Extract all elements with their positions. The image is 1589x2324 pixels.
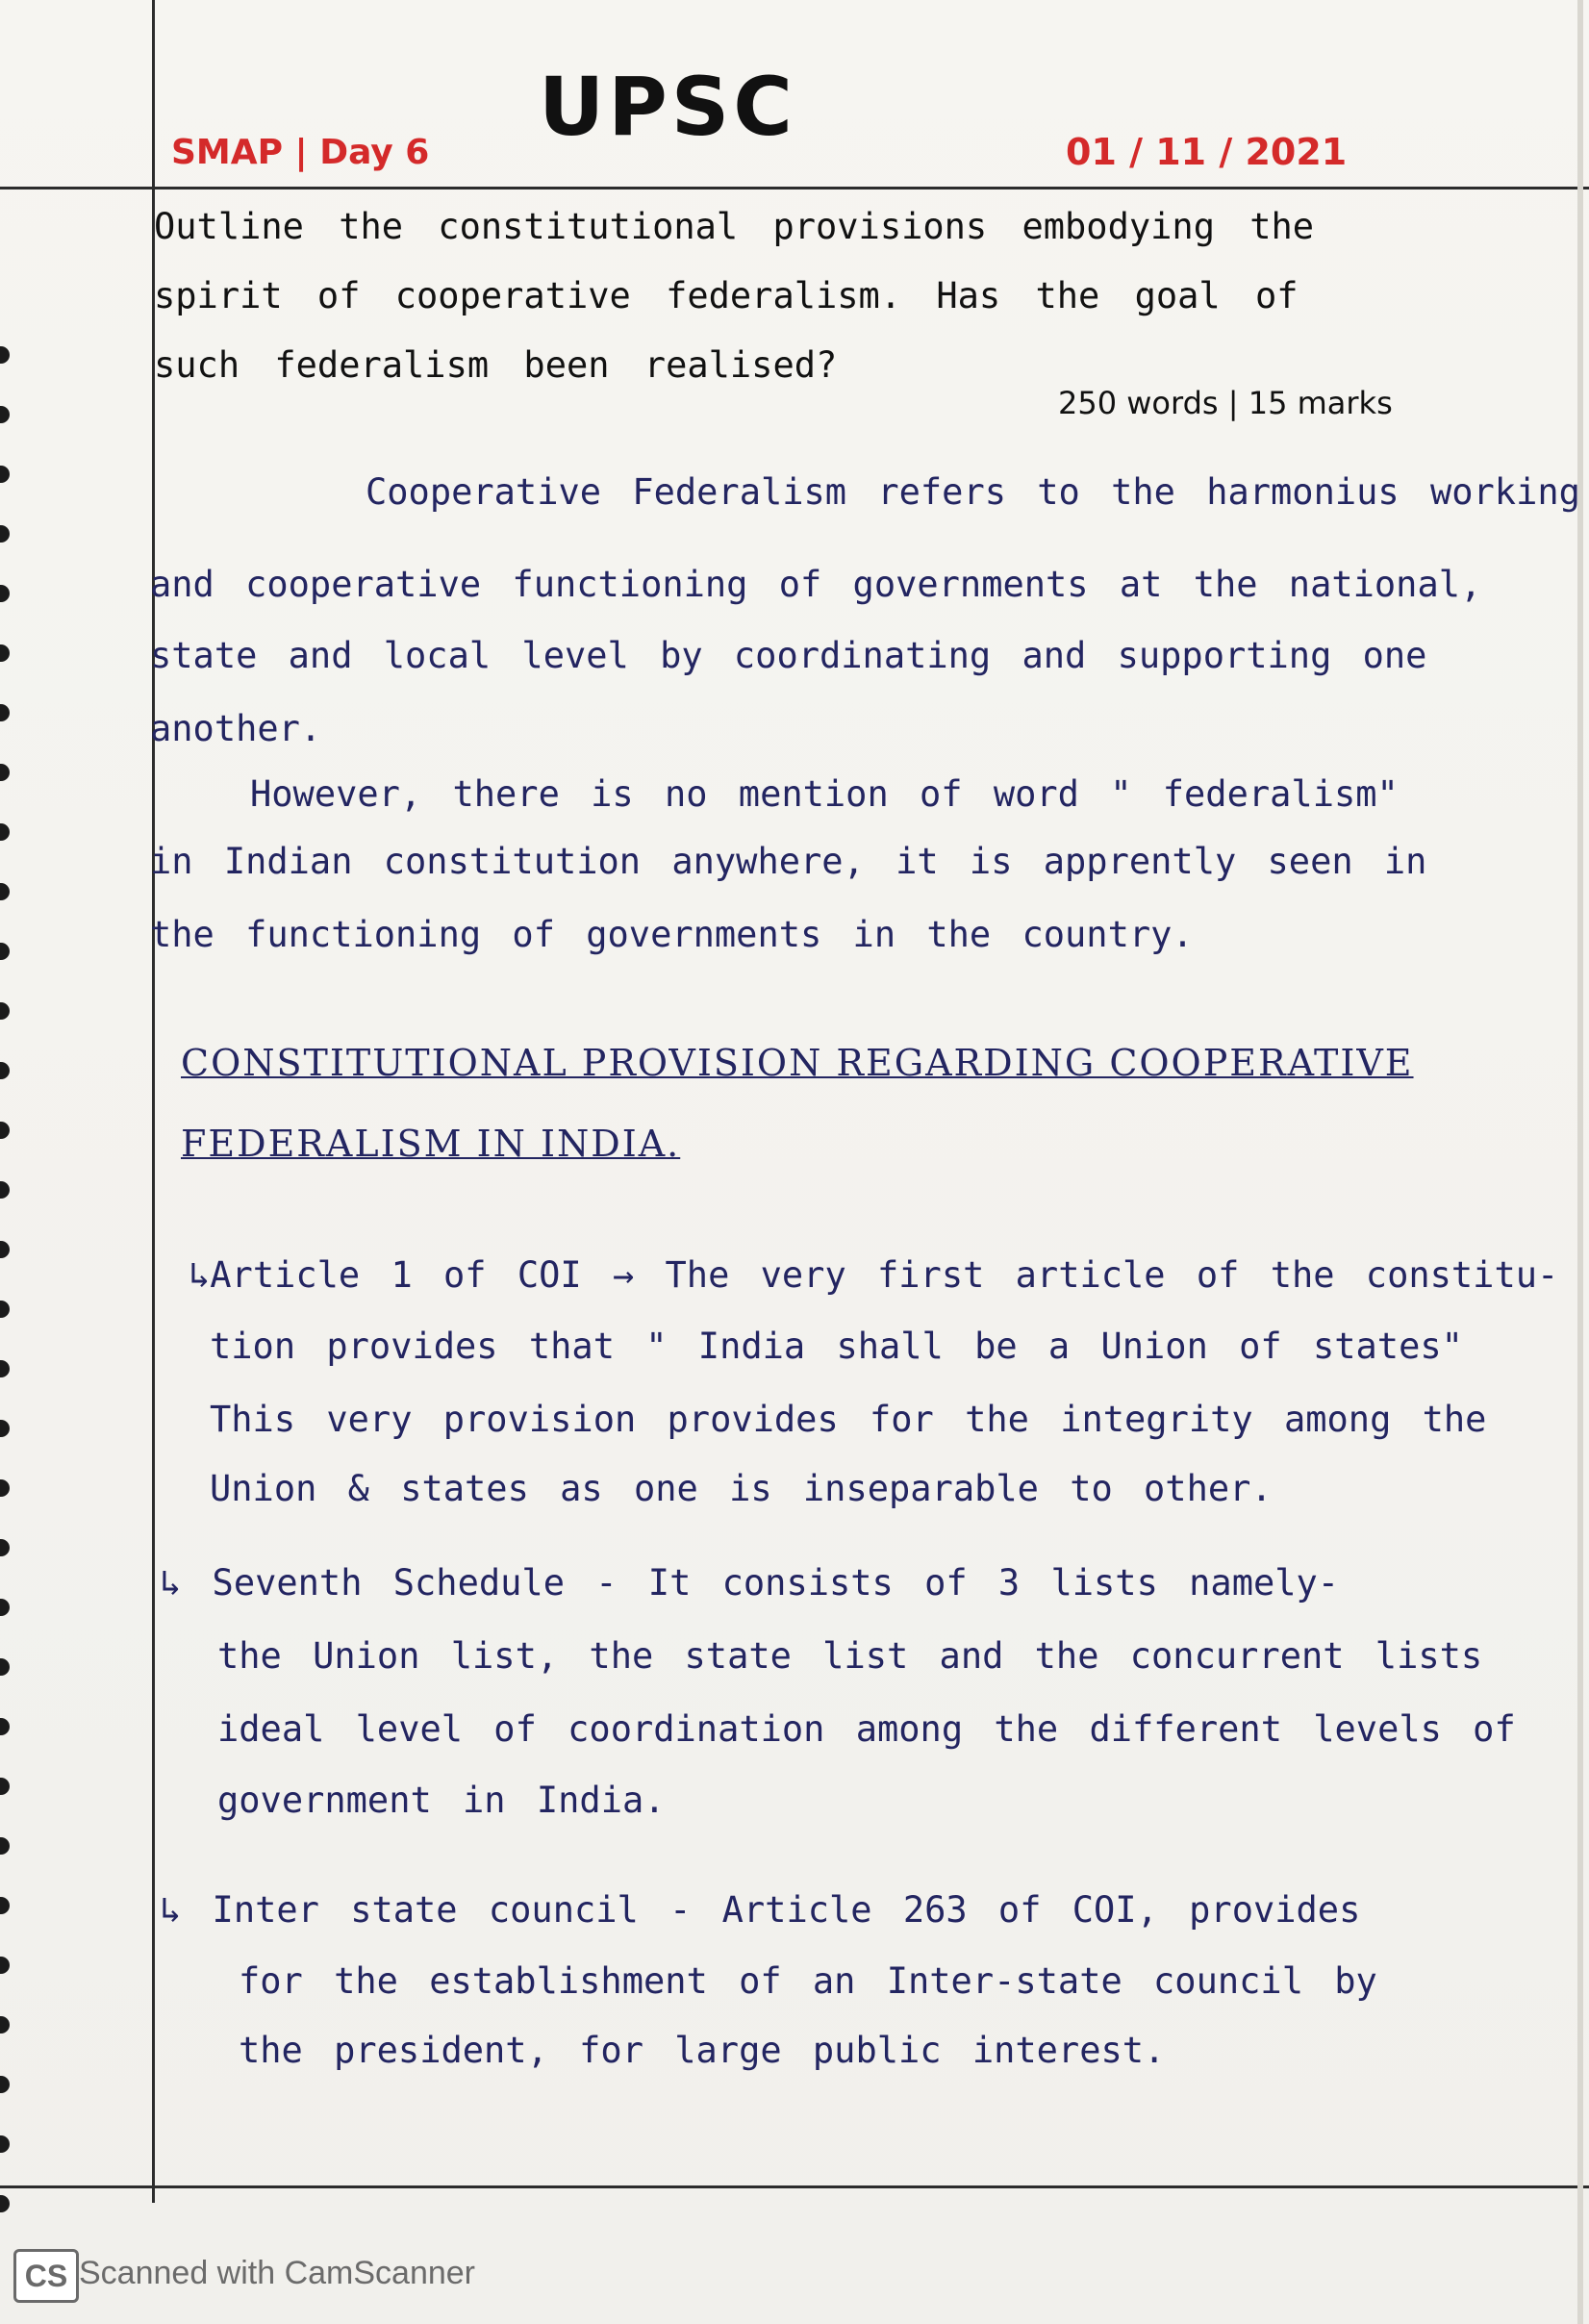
camscanner-watermark [13, 2247, 475, 2301]
point-2-line-1: ↳ Seventh Schedule - It consists of 3 lists namely- [160, 1562, 1340, 1604]
binding-hole [0, 883, 10, 900]
page-title: UPSC [539, 60, 796, 154]
camscanner-label: Scanned with CamScanner [79, 2255, 476, 2291]
intro-line-4: another. [150, 708, 322, 749]
binding-hole [0, 1360, 10, 1377]
point-1-line-2: tion provides that " India shall be a Union of states" [210, 1326, 1463, 1367]
binding-hole [0, 943, 10, 960]
point-2-line-4: government in India. [217, 1780, 666, 1821]
point-3-line-2: for the establishment of an Inter-state council by [239, 1960, 1377, 2002]
binding-hole [0, 1301, 10, 1318]
binding-hole [0, 1778, 10, 1795]
binding-hole [0, 704, 10, 721]
binding-hole [0, 1479, 10, 1497]
spiral-binding-holes [0, 0, 15, 2324]
binding-hole [0, 346, 10, 364]
binding-hole [0, 823, 10, 841]
binding-hole [0, 2076, 10, 2093]
binding-hole [0, 1062, 10, 1079]
binding-hole [0, 406, 10, 423]
series-label: SMAP | Day 6 [171, 133, 430, 172]
date-label: 01 / 11 / 2021 [1066, 131, 1348, 173]
binding-hole [0, 1241, 10, 1258]
binding-hole [0, 764, 10, 781]
point-1-line-3: This very provision provides for the integrity among the [210, 1399, 1487, 1440]
point-1-line-1: ↳Article 1 of COI → The very first article of the constitu- [189, 1254, 1559, 1296]
binding-hole [0, 1122, 10, 1139]
section-heading-line-2: FEDERALISM IN INDIA. [181, 1123, 681, 1165]
binding-hole [0, 1957, 10, 1974]
binding-hole [0, 1718, 10, 1735]
binding-hole [0, 1539, 10, 1556]
camscanner-logo: CS [13, 2249, 79, 2303]
binding-hole [0, 466, 10, 483]
binding-hole [0, 1599, 10, 1616]
binding-hole [0, 1420, 10, 1437]
intro-line-3: state and local level by coordinating and supporting one [150, 635, 1427, 676]
point-1-line-4: Union & states as one is inseparable to other. [210, 1468, 1273, 1509]
binding-hole [0, 1837, 10, 1855]
section-heading-line-1: CONSTITUTIONAL PROVISION REGARDING COOPERATIVE [181, 1042, 1414, 1084]
intro-p2-line-1: However, there is no mention of word " federalism" [250, 773, 1399, 815]
intro-p2-line-2: in Indian constitution anywhere, it is apprently seen in [150, 841, 1427, 882]
binding-hole [0, 525, 10, 543]
binding-hole [0, 1181, 10, 1199]
intro-p2-line-3: the functioning of governments in the country. [150, 914, 1194, 955]
footer-rule [0, 2185, 1589, 2188]
point-3-line-1: ↳ Inter state council - Article 263 of COI, provides [160, 1889, 1361, 1931]
binding-hole [0, 2195, 10, 2212]
intro-line-1: Cooperative Federalism refers to the harmonius working [366, 471, 1580, 513]
point-3-line-3: the president, for large public interest. [239, 2030, 1166, 2071]
point-2-line-2: the Union list, the state list and the concurrent lists [217, 1635, 1483, 1677]
page-edge [1577, 0, 1583, 2324]
binding-hole [0, 1658, 10, 1676]
point-2-line-3: ideal level of coordination among the different levels of [217, 1708, 1516, 1750]
question-text: Outline the constitutional provisions embodying the spirit of cooperative federalism. Has the goal of such federalism been realised? [154, 206, 1315, 386]
binding-hole [0, 644, 10, 662]
binding-hole [0, 2135, 10, 2153]
binding-hole [0, 585, 10, 602]
binding-hole [0, 1897, 10, 1914]
intro-line-2: and cooperative functioning of governments at the national, [150, 564, 1482, 605]
binding-hole [0, 2016, 10, 2034]
binding-hole [0, 1002, 10, 1020]
word-limit-marks: 250 words | 15 marks [1058, 385, 1393, 421]
header-rule [0, 187, 1589, 189]
